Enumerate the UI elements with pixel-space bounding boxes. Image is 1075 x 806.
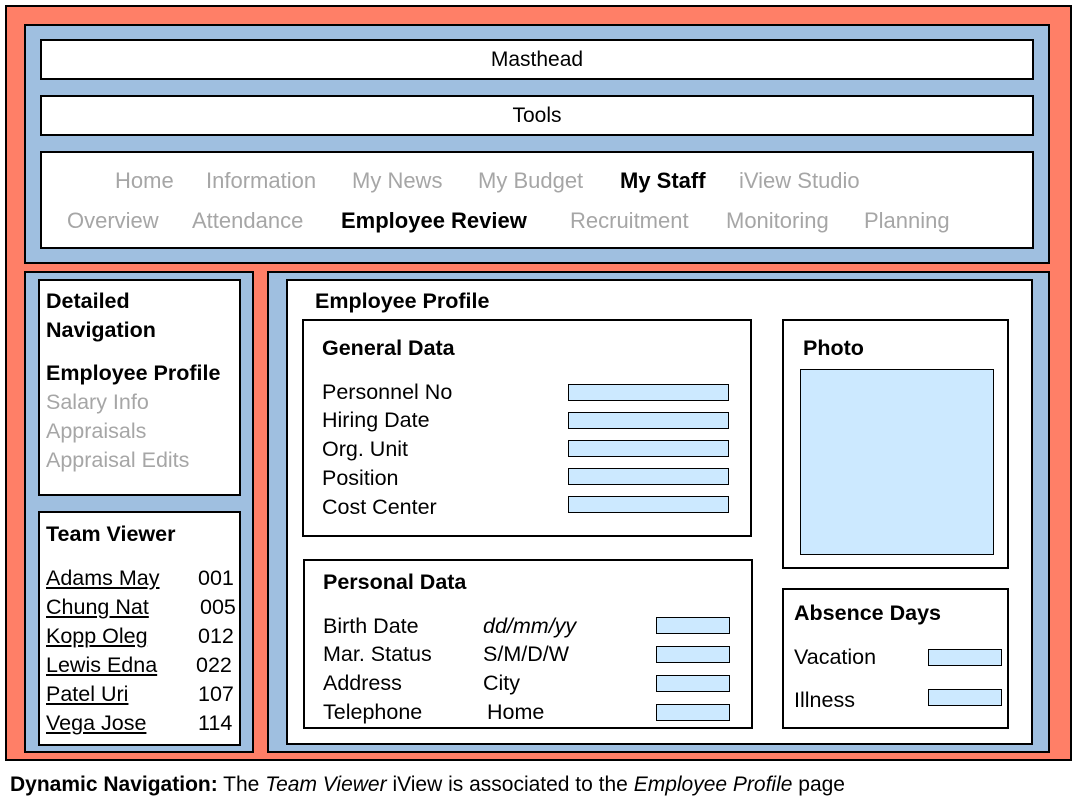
team-member-name[interactable]: Kopp Oleg: [46, 624, 148, 648]
masthead: [40, 39, 1034, 80]
team-viewer: [38, 511, 241, 746]
personnel-no-label: Personnel No: [322, 380, 453, 404]
birth-date-format-hint: dd/mm/yy: [483, 614, 577, 638]
cost-center-label: Cost Center: [322, 495, 437, 519]
vacation-field[interactable]: [928, 649, 1002, 666]
birth-date-label: Birth Date: [323, 614, 419, 638]
marital-status-hint: S/M/D/W: [483, 642, 569, 666]
tools-label: Tools: [512, 103, 562, 127]
org-unit-label: Org. Unit: [322, 437, 409, 461]
marital-status-field[interactable]: [656, 646, 730, 663]
photo-placeholder: [800, 369, 994, 555]
address-hint: City: [483, 671, 521, 695]
sub-nav-overview[interactable]: Overview: [67, 208, 159, 233]
personal-data-iview: [303, 559, 753, 729]
navigation-area: [40, 151, 1034, 249]
team-member-name[interactable]: Lewis Edna: [46, 653, 158, 677]
telephone-label: Telephone: [323, 700, 423, 724]
caption-team-viewer: Team Viewer: [265, 773, 387, 796]
detailed-nav-title-2: Navigation: [46, 318, 156, 342]
team-member-name[interactable]: Vega Jose: [46, 711, 147, 735]
top-nav-home[interactable]: Home: [115, 168, 174, 193]
vacation-label: Vacation: [794, 645, 877, 669]
team-member-id: 012: [198, 624, 234, 648]
top-nav-my-budget[interactable]: My Budget: [478, 168, 584, 193]
sub-nav-planning[interactable]: Planning: [864, 208, 950, 233]
team-member-id: 005: [200, 595, 236, 619]
detailed-nav-title-1: Detailed: [46, 289, 130, 313]
org-unit-field[interactable]: [568, 440, 729, 457]
sub-nav-recruitment[interactable]: Recruitment: [570, 208, 689, 233]
team-member-id: 001: [198, 566, 234, 590]
caption-text-1: The: [217, 773, 266, 796]
sub-nav-employee-review[interactable]: Employee Review: [341, 208, 527, 233]
address-field[interactable]: [656, 675, 730, 692]
top-nav-information[interactable]: Information: [206, 168, 317, 193]
caption-lead: Dynamic Navigation:: [10, 773, 218, 796]
caption-text-3: page: [792, 773, 845, 796]
position-field[interactable]: [568, 468, 729, 485]
photo-iview: [782, 319, 1009, 569]
illness-label: Illness: [794, 688, 855, 712]
team-member-name[interactable]: Patel Uri: [46, 682, 129, 706]
general-data-title: General Data: [322, 336, 455, 360]
telephone-hint: Home: [487, 700, 545, 724]
personal-data-title: Personal Data: [323, 570, 467, 594]
hiring-date-label: Hiring Date: [322, 408, 430, 432]
absence-days-title: Absence Days: [794, 601, 941, 625]
top-nav-my-news[interactable]: My News: [352, 168, 443, 193]
tools-bar: [40, 95, 1034, 136]
detailed-navigation: [38, 279, 241, 496]
marital-status-label: Mar. Status: [323, 642, 432, 666]
position-label: Position: [322, 466, 399, 490]
hiring-date-field[interactable]: [568, 412, 729, 429]
detailed-nav-appraisals[interactable]: Appraisals: [46, 419, 147, 443]
absence-days-iview: [782, 588, 1009, 729]
team-member-id: 114: [198, 711, 233, 735]
sub-nav-monitoring[interactable]: Monitoring: [726, 208, 829, 233]
team-viewer-title: Team Viewer: [46, 522, 176, 546]
personnel-no-field[interactable]: [568, 384, 729, 401]
general-data-iview: [302, 319, 752, 537]
detailed-nav-appraisal-edits[interactable]: Appraisal Edits: [46, 448, 190, 472]
detailed-nav-salary-info[interactable]: Salary Info: [46, 390, 149, 414]
team-member-name[interactable]: Adams May: [46, 566, 160, 590]
caption-text-2: iView is associated to the: [386, 773, 634, 796]
masthead-label: Masthead: [490, 47, 584, 71]
team-member-id: 107: [198, 682, 234, 706]
birth-date-field[interactable]: [656, 617, 730, 634]
cost-center-field[interactable]: [568, 496, 729, 513]
photo-title: Photo: [803, 336, 864, 360]
team-member-name[interactable]: Chung Nat: [46, 595, 149, 619]
team-member-id: 022: [196, 653, 232, 677]
illness-field[interactable]: [928, 689, 1002, 706]
top-nav-iview-studio[interactable]: iView Studio: [739, 168, 860, 193]
top-nav-my-staff[interactable]: My Staff: [620, 168, 706, 193]
detailed-nav-employee-profile[interactable]: Employee Profile: [46, 361, 221, 385]
caption-employee-profile: Employee Profile: [633, 773, 793, 796]
telephone-field[interactable]: [656, 704, 730, 721]
address-label: Address: [323, 671, 402, 695]
employee-profile-title: Employee Profile: [315, 289, 490, 313]
sub-nav-attendance[interactable]: Attendance: [192, 208, 304, 233]
figure-caption: [10, 773, 845, 797]
